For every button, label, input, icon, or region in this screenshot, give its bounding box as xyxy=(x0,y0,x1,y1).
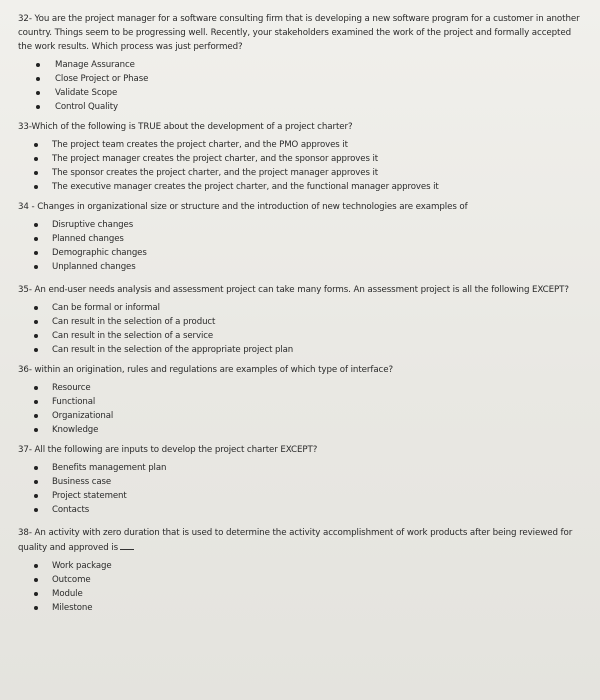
option-item xyxy=(18,58,586,72)
option-label: Milestone xyxy=(52,603,93,613)
bullet-icon xyxy=(34,414,38,418)
option-label: The project team creates the project charter, and the PMO approves it xyxy=(52,140,348,150)
option-item xyxy=(18,246,586,260)
bullet-icon xyxy=(36,77,40,81)
option-item xyxy=(18,152,586,166)
option-label: Manage Assurance xyxy=(55,60,135,70)
question-37 xyxy=(18,443,586,517)
bullet-icon xyxy=(34,334,38,338)
question-32 xyxy=(18,12,586,114)
option-label: Resource xyxy=(52,383,91,393)
question-33-options xyxy=(18,138,586,194)
bullet-icon xyxy=(34,508,38,512)
option-item xyxy=(18,343,586,357)
option-label: Project statement xyxy=(52,491,127,501)
bullet-icon xyxy=(34,157,38,161)
question-33-text: 33-Which of the following is TRUE about the development of a project charter? xyxy=(18,122,353,132)
option-label: Unplanned changes xyxy=(52,262,136,272)
option-item xyxy=(18,180,586,194)
question-38-options xyxy=(18,559,586,615)
option-item xyxy=(18,475,586,489)
option-label: Can result in the selection of a service xyxy=(52,331,214,341)
bullet-icon xyxy=(34,606,38,610)
option-item xyxy=(18,218,586,232)
question-37-options xyxy=(18,461,586,517)
bullet-icon xyxy=(34,320,38,324)
option-label: Contacts xyxy=(52,505,90,515)
option-label: Functional xyxy=(52,397,96,407)
option-item xyxy=(18,381,586,395)
question-32-text: 32- You are the project manager for a software consulting firm that is developing a new software program for a customer in another country. Things seem to be progressing well. Recently, your stakeholders examined the work of the project and formally accepted the work results. Which process was just performed? xyxy=(18,14,580,52)
option-item xyxy=(18,329,586,343)
question-32-options xyxy=(18,58,586,114)
question-35-text: 35- An end-user needs analysis and assessment project can take many forms. An assessment project is all the following EXCEPT? xyxy=(18,285,569,295)
question-37-text: 37- All the following are inputs to develop the project charter EXCEPT? xyxy=(18,445,318,455)
bullet-icon xyxy=(34,171,38,175)
question-34 xyxy=(18,200,586,274)
question-36 xyxy=(18,363,586,437)
bullet-icon xyxy=(34,578,38,582)
option-label: Can be formal or informal xyxy=(52,303,160,313)
question-36-text: 36- within an origination, rules and regulations are examples of which type of interface? xyxy=(18,365,393,375)
bullet-icon xyxy=(34,348,38,352)
option-item xyxy=(18,587,586,601)
option-label: Planned changes xyxy=(52,234,124,244)
option-item xyxy=(18,138,586,152)
option-label: Validate Scope xyxy=(55,88,118,98)
option-item xyxy=(18,423,586,437)
bullet-icon xyxy=(36,63,40,67)
question-35-options xyxy=(18,301,586,357)
option-item xyxy=(18,409,586,423)
option-label: Can result in the selection of a product xyxy=(52,317,216,327)
question-35 xyxy=(18,283,586,357)
option-label: Benefits management plan xyxy=(52,463,167,473)
option-item xyxy=(18,503,586,517)
option-label: The executive manager creates the project charter, and the functional manager approves it xyxy=(52,182,439,192)
bullet-icon xyxy=(34,386,38,390)
answer-blank xyxy=(120,540,134,550)
bullet-icon xyxy=(34,251,38,255)
bullet-icon xyxy=(34,265,38,269)
bullet-icon xyxy=(34,466,38,470)
option-item xyxy=(18,166,586,180)
option-item xyxy=(18,461,586,475)
bullet-icon xyxy=(34,494,38,498)
option-label: Control Quality xyxy=(55,102,119,112)
question-38-text-body: 38- An activity with zero duration that is used to determine the activity accomplishment of work products after being reviewed for quality and approved is xyxy=(18,528,573,553)
option-item xyxy=(18,86,586,100)
option-label: Disruptive changes xyxy=(52,220,134,230)
bullet-icon xyxy=(34,428,38,432)
option-label: Close Project or Phase xyxy=(55,74,149,84)
option-item xyxy=(18,315,586,329)
option-item xyxy=(18,489,586,503)
option-item xyxy=(18,100,586,114)
option-item xyxy=(18,559,586,573)
option-label: Demographic changes xyxy=(52,248,147,258)
option-label: Knowledge xyxy=(52,425,99,435)
option-item xyxy=(18,232,586,246)
bullet-icon xyxy=(36,91,40,95)
bullet-icon xyxy=(34,480,38,484)
question-36-options xyxy=(18,381,586,437)
bullet-icon xyxy=(34,400,38,404)
option-item xyxy=(18,395,586,409)
question-38 xyxy=(18,526,586,615)
question-34-text: 34 - Changes in organizational size or structure and the introduction of new technologies are examples of xyxy=(18,202,468,212)
bullet-icon xyxy=(34,592,38,596)
bullet-icon xyxy=(34,143,38,147)
option-label: Can result in the selection of the appropriate project plan xyxy=(52,345,294,355)
question-38-text xyxy=(18,526,586,555)
option-label: Module xyxy=(52,589,83,599)
option-label: Outcome xyxy=(52,575,91,585)
bullet-icon xyxy=(36,105,40,109)
option-item xyxy=(18,260,586,274)
option-label: Organizational xyxy=(52,411,114,421)
bullet-icon xyxy=(34,185,38,189)
option-item xyxy=(18,573,586,587)
bullet-icon xyxy=(34,564,38,568)
option-label: Business case xyxy=(52,477,112,487)
question-34-options xyxy=(18,218,586,274)
bullet-icon xyxy=(34,306,38,310)
option-item xyxy=(18,301,586,315)
option-item xyxy=(18,72,586,86)
option-label: The project manager creates the project charter, and the sponsor approves it xyxy=(52,154,379,164)
bullet-icon xyxy=(34,223,38,227)
option-label: The sponsor creates the project charter, and the project manager approves it xyxy=(52,168,379,178)
bullet-icon xyxy=(34,237,38,241)
option-label: Work package xyxy=(52,561,112,571)
option-item xyxy=(18,601,586,615)
question-33 xyxy=(18,120,586,194)
